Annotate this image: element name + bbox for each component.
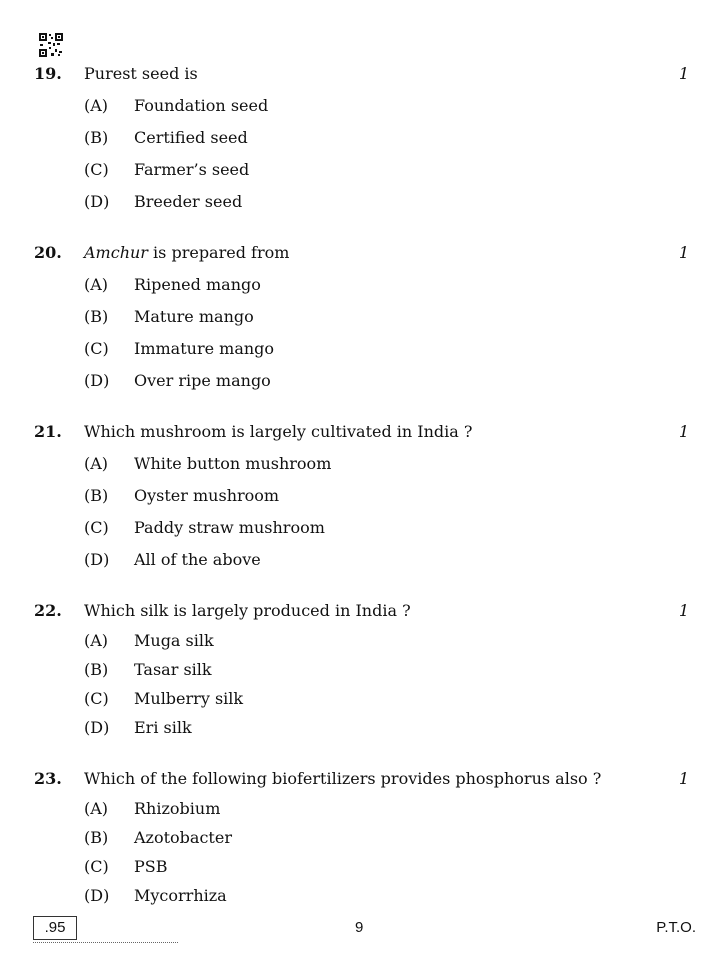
option-text: Paddy straw mushroom xyxy=(134,518,325,537)
question-number: 19. xyxy=(34,64,62,83)
option-letter: (B) xyxy=(84,486,109,505)
option-d xyxy=(0,884,727,908)
question-number: 23. xyxy=(34,769,62,788)
option-letter: (A) xyxy=(84,454,109,473)
option-d xyxy=(0,548,727,572)
option-a xyxy=(0,629,727,653)
question-text xyxy=(84,241,289,265)
question-text: Purest seed is xyxy=(84,64,198,83)
option-letter: (A) xyxy=(84,799,109,818)
question-22 xyxy=(0,599,727,737)
option-b xyxy=(0,305,727,329)
option-text: Foundation seed xyxy=(134,96,269,115)
question-marks: 1 xyxy=(678,422,689,441)
option-text: Oyster mushroom xyxy=(134,486,280,505)
option-c xyxy=(0,337,727,361)
question-text: Which silk is largely produced in India ? xyxy=(84,601,411,620)
option-c xyxy=(0,158,727,182)
option-d xyxy=(0,190,727,214)
option-letter: (C) xyxy=(84,689,109,708)
option-text: Mycorrhiza xyxy=(134,886,227,905)
question-20 xyxy=(0,241,727,390)
option-text: Certified seed xyxy=(134,128,248,147)
page-number: 9 xyxy=(355,919,364,936)
question-23 xyxy=(0,767,727,905)
question-number: 20. xyxy=(34,243,62,262)
option-b xyxy=(0,126,727,150)
option-text: Muga silk xyxy=(134,631,214,650)
option-text: Immature mango xyxy=(134,339,275,358)
option-letter: (B) xyxy=(84,307,109,326)
option-letter: (D) xyxy=(84,886,110,905)
option-c xyxy=(0,687,727,711)
option-letter: (B) xyxy=(84,660,109,679)
option-text: Rhizobium xyxy=(134,799,221,818)
option-text: Over ripe mango xyxy=(134,371,271,390)
option-text: Azotobacter xyxy=(134,828,232,847)
option-text: White button mushroom xyxy=(134,454,332,473)
option-letter: (B) xyxy=(84,828,109,847)
option-letter: (A) xyxy=(84,96,109,115)
option-a xyxy=(0,452,727,476)
question-marks: 1 xyxy=(678,601,689,620)
option-text: Mature mango xyxy=(134,307,254,326)
option-d xyxy=(0,716,727,740)
option-text: Mulberry silk xyxy=(134,689,244,708)
option-text: PSB xyxy=(134,857,168,876)
option-letter: (D) xyxy=(84,371,110,390)
option-a xyxy=(0,94,727,118)
option-letter: (A) xyxy=(84,631,109,650)
option-text: Ripened mango xyxy=(134,275,261,294)
question-text: Which mushroom is largely cultivated in India ? xyxy=(84,422,473,441)
option-b xyxy=(0,484,727,508)
question-marks: 1 xyxy=(678,769,689,788)
option-letter: (C) xyxy=(84,518,109,537)
option-letter: (A) xyxy=(84,275,109,294)
option-a xyxy=(0,273,727,297)
option-text: Eri silk xyxy=(134,718,192,737)
option-d xyxy=(0,369,727,393)
option-text: Breeder seed xyxy=(134,192,243,211)
question-marks: 1 xyxy=(678,243,689,262)
option-letter: (D) xyxy=(84,550,110,569)
option-text: Tasar silk xyxy=(134,660,212,679)
option-letter: (C) xyxy=(84,160,109,179)
option-letter: (D) xyxy=(84,718,110,737)
option-letter: (D) xyxy=(84,192,110,211)
qr-code-icon xyxy=(39,33,63,57)
option-text: Farmer’s seed xyxy=(134,160,250,179)
option-letter: (B) xyxy=(84,128,109,147)
option-text: All of the above xyxy=(134,550,261,569)
footer-divider xyxy=(33,942,178,943)
option-c xyxy=(0,516,727,540)
question-number: 22. xyxy=(34,601,62,620)
option-letter: (C) xyxy=(84,857,109,876)
question-19 xyxy=(0,62,727,211)
question-marks: 1 xyxy=(678,64,689,83)
question-text-italic: Amchur xyxy=(84,243,148,262)
question-number: 21. xyxy=(34,422,62,441)
option-c xyxy=(0,855,727,879)
pto-label: P.T.O. xyxy=(656,919,696,936)
option-letter: (C) xyxy=(84,339,109,358)
option-b xyxy=(0,826,727,850)
option-a xyxy=(0,797,727,821)
question-21 xyxy=(0,420,727,569)
option-b xyxy=(0,658,727,682)
question-text: Which of the following biofertilizers provides phosphorus also ? xyxy=(84,769,602,788)
paper-code-box: .95 xyxy=(33,916,77,940)
question-text-rest: is prepared from xyxy=(147,243,290,262)
